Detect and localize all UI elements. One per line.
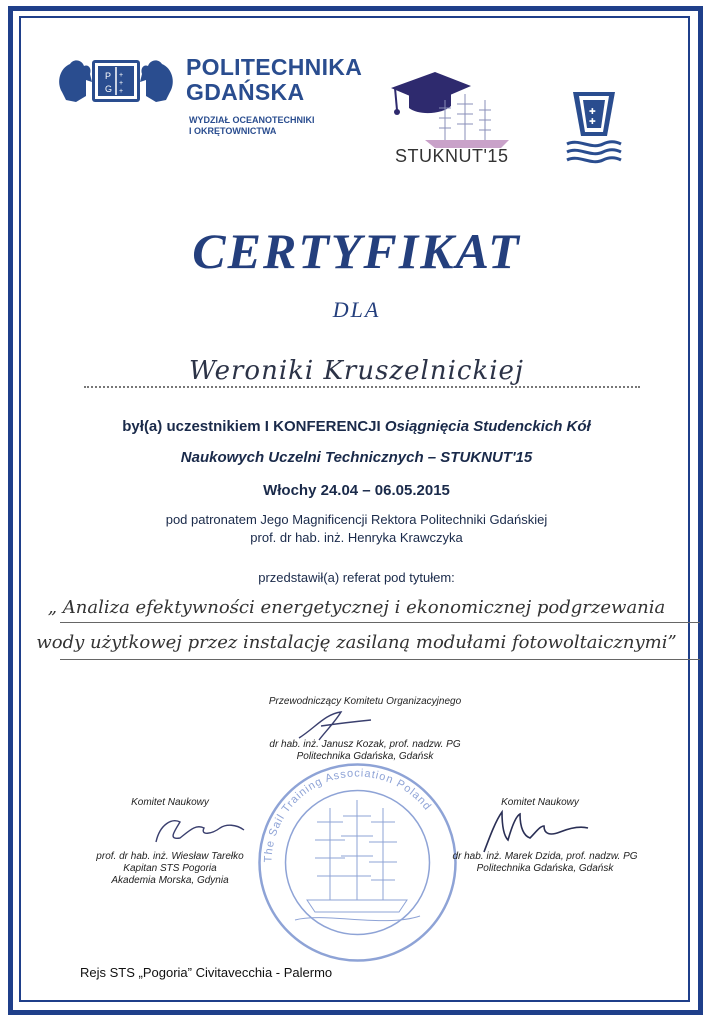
conference-name-line: Naukowych Uczelni Technicznych – STUKNUT'15: [180, 449, 533, 466]
right-signatory-block: [430, 851, 660, 875]
certificate-subtitle: DLA: [332, 297, 381, 322]
university-name-line1: POLITECHNIKA: [186, 54, 363, 80]
right-signatory-affiliation: Politechnika Gdańska, Gdańsk: [476, 863, 614, 874]
chair-affiliation: Politechnika Gdańska, Gdańsk: [296, 751, 434, 762]
svg-text:+: +: [119, 88, 124, 95]
participation-line-1-italic: Osiągnięcia Studenckich Kół: [384, 418, 591, 435]
recipient-name-handwritten: Weroniki Kruszelnickiej: [189, 356, 524, 386]
university-name: [186, 55, 362, 105]
stamp-ring-text: The Sail Training Association Poland: [262, 767, 434, 863]
faculty-line1: WYDZIAŁ OCEANOTECHNIKI: [189, 115, 315, 125]
paper-title-underline-2: [60, 659, 700, 660]
left-committee-role: Komitet Naukowy: [131, 797, 209, 808]
svg-text:+: +: [119, 80, 124, 87]
svg-text:P: P: [105, 71, 112, 81]
university-name-line2: GDAŃSKA: [186, 79, 305, 105]
chair-name: dr hab. inż. Janusz Kozak, prof. nadzw. PG: [269, 739, 461, 750]
stuknut-logo-text: STUKNUT'15: [395, 146, 509, 166]
faculty-line2: I OKRĘTOWNICTWA: [189, 126, 277, 136]
left-signatory-title: Kapitan STS Pogoria: [123, 863, 217, 874]
left-signature-icon: [150, 810, 250, 850]
right-committee-role: Komitet Naukowy: [501, 797, 579, 808]
patronage-line: pod patronatem Jego Magnificencji Rektora Politechniki Gdańskiej: [165, 512, 548, 527]
left-signatory-block: [80, 851, 260, 887]
right-signatory-name: dr hab. inż. Marek Dzida, prof. nadzw. PG: [452, 851, 638, 862]
conference-dates: Włochy 24.04 – 06.05.2015: [263, 482, 450, 499]
chair-role: Przewodniczący Komitetu Organizacyjnego: [268, 696, 462, 707]
presented-paper-label: przedstawił(a) referat pod tytułem:: [258, 570, 455, 585]
right-signature-icon: [480, 806, 590, 856]
politechnika-gdanska-crest-icon: [52, 52, 180, 112]
paper-title-line-2: wody użytkowej przez instalację zasilaną modułami fotowoltaicznymi”: [36, 632, 677, 653]
rector-name: prof. dr hab. inż. Henryka Krawczyka: [250, 530, 463, 545]
paper-title-underline-1: [60, 622, 700, 623]
left-signatory-name: prof. dr hab. inż. Wiesław Tarełko: [96, 851, 244, 862]
paper-title-line-1: „ Analiza efektywności energetycznej i ekonomicznej podgrzewania: [47, 597, 666, 618]
cruise-footer-text: Rejs STS „Pogoria” Civitavecchia - Palermo: [80, 965, 333, 980]
gdansk-city-emblem-icon: [563, 86, 623, 166]
faculty-name: [189, 115, 315, 137]
certificate-title: CERTYFIKAT: [192, 223, 521, 279]
participation-line-1: [0, 418, 713, 435]
svg-text:+: +: [119, 72, 124, 79]
participation-line-1-start: był(a) uczestnikiem I KONFERENCJI: [122, 418, 385, 435]
svg-text:✚: ✚: [589, 107, 596, 116]
svg-text:G: G: [105, 84, 113, 94]
svg-text:The Sail Training Association: [262, 767, 433, 862]
recipient-name-dotted-line: [84, 386, 640, 388]
left-signatory-affiliation: Akademia Morska, Gdynia: [111, 875, 229, 886]
svg-text:✚: ✚: [589, 117, 596, 126]
